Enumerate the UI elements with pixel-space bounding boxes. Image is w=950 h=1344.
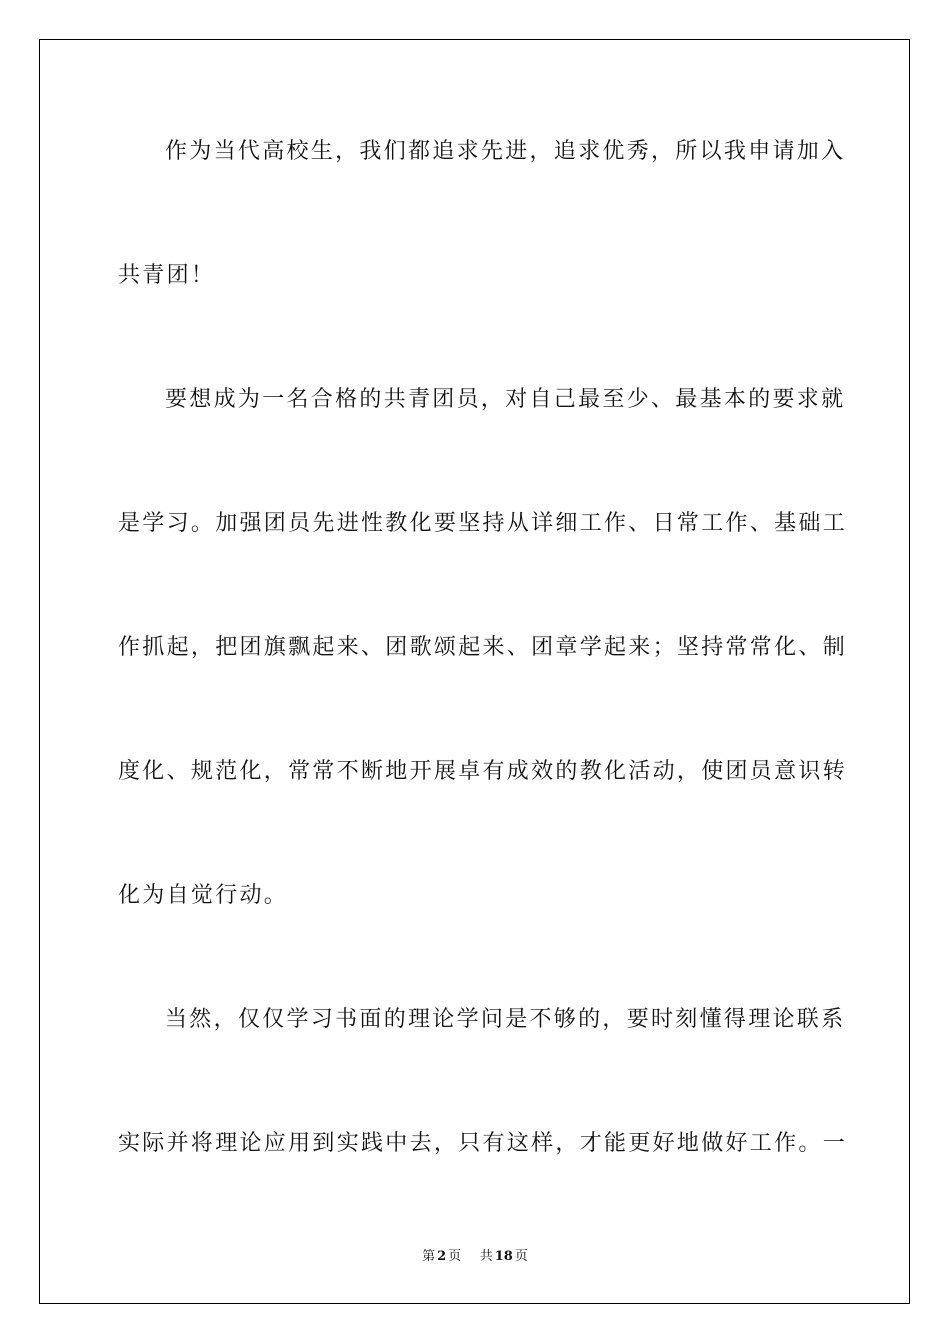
- total-pages: 18: [494, 1249, 513, 1264]
- paragraph-3-line-2: 实际并将理论应用到实践中去，只有这样，才能更好地做好工作。一: [118, 1131, 848, 1156]
- paragraph-2-line-5: 化为自觉行动。: [118, 883, 289, 908]
- paragraph-2-line-3: 作抓起，把团旗飘起来、团歌颂起来、团章学起来；坚持常常化、制: [118, 635, 848, 660]
- paragraph-2-line-1: 要想成为一名合格的共青团员，对自己最至少、最基本的要求就: [165, 387, 846, 412]
- page-prefix: 第: [422, 1249, 436, 1264]
- paragraph-1-line-1: 作为当代高校生，我们都追求先进，追求优秀，所以我申请加入: [165, 139, 846, 164]
- page-suffix: 页: [448, 1249, 462, 1264]
- page-border: [39, 39, 910, 1304]
- paragraph-3-line-1: 当然，仅仅学习书面的理论学问是不够的，要时刻懂得理论联系: [165, 1007, 846, 1032]
- total-prefix: 共: [479, 1249, 493, 1264]
- paragraph-1-line-2: 共青团！: [118, 263, 216, 288]
- page-number: 2: [437, 1249, 447, 1264]
- paragraph-2-line-4: 度化、规范化，常常不断地开展卓有成效的教化活动，使团员意识转: [118, 759, 848, 784]
- page-footer: [0, 1248, 950, 1266]
- paragraph-2-line-2: 是学习。加强团员先进性教化要坚持从详细工作、日常工作、基础工: [118, 511, 848, 536]
- total-suffix: 页: [514, 1249, 528, 1264]
